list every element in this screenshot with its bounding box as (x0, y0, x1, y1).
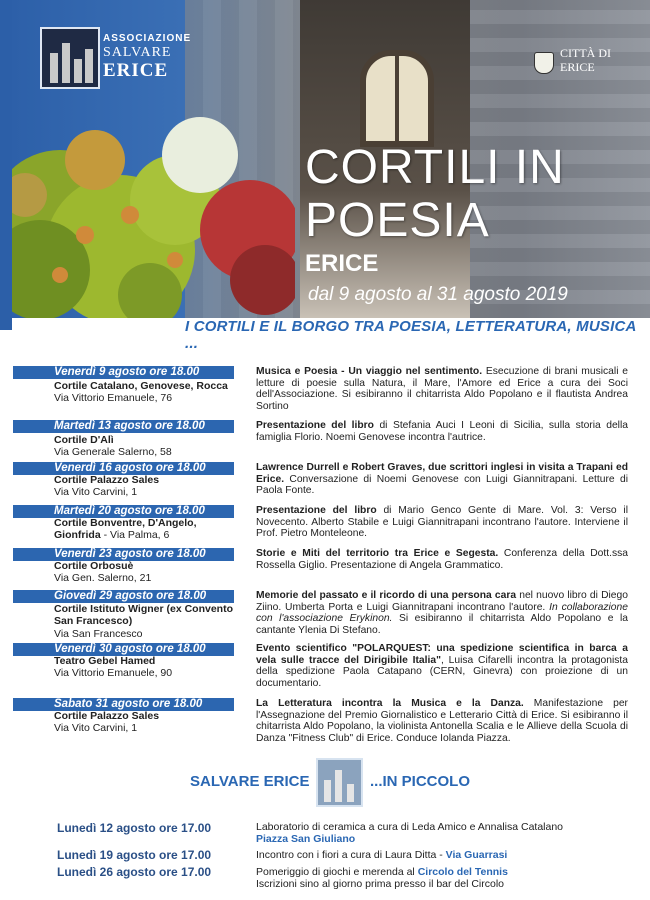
hydrangea-flowers-image (0, 100, 295, 318)
event-description (256, 590, 628, 636)
small-item-note: Iscrizioni sino al giorno prima presso il bar del Circolo (256, 878, 505, 890)
event-description-title: Musica e Poesia - Un viaggio nel sentimento. (256, 366, 483, 377)
small-item-place: Circolo del Tennis (417, 866, 508, 878)
event-address: Via Vittorio Emanuele, 76 (54, 392, 173, 404)
association-label: ASSOCIAZIONE (103, 33, 192, 44)
event-description-text: di Mario Genco Gente di Mare. Vol. 3: Verso il Novecento. Alberto Stabile e Luigi Giannitrapani incontrano l'autore. Interviene il Prof. Pietro Monteleone. (256, 505, 628, 540)
poster-dates (298, 281, 638, 311)
small-item-date: Lunedì 26 agosto ore 17.00 (57, 865, 212, 879)
small-item-desc-line (256, 849, 507, 861)
event-description (256, 420, 628, 443)
small-item-place: Piazza San Giuliano (256, 833, 356, 845)
city-label-line1: CITTÀ DI (560, 46, 611, 60)
event-place: Cortile Palazzo Sales (54, 474, 160, 486)
event-date: Venerdì 23 agosto ore 18.00 (54, 548, 206, 560)
event-date: Martedì 13 agosto ore 18.00 (54, 420, 205, 432)
event-address: Via Vittorio Emanuele, 90 (54, 667, 173, 679)
event-date: Venerdì 9 agosto ore 18.00 (54, 366, 200, 378)
small-section-title-left: SALVARE ERICE (190, 773, 310, 790)
event-description-text: di Stefania Auci I Leoni di Sicilia, sulla storia della famiglia Florio. Noemi Genovese incontra l'autrice. (256, 420, 628, 443)
event-date: Giovedì 29 agosto ore 18.00 (54, 590, 207, 602)
event-description (256, 366, 628, 412)
poster-subtitle: I CORTILI E IL BORGO TRA POESIA, LETTERATURA, MUSICA ... (185, 318, 636, 352)
event-date: Sabato 31 agosto ore 18.00 (54, 698, 203, 710)
poster-header (0, 0, 650, 318)
event-description-title: Storie e Miti del territorio tra Erice e Segesta. (256, 548, 499, 559)
event-address: Via San Francesco (54, 628, 143, 640)
poster-title-location: ERICE (305, 250, 379, 277)
arched-window (360, 50, 434, 147)
poster-dates-text: dal 9 agosto al 31 agosto 2019 (308, 284, 568, 305)
small-item-place: Via Guarrasi (445, 849, 508, 861)
small-item-desc-line (256, 866, 508, 878)
event-address: Via Generale Salerno, 58 (54, 446, 172, 458)
association-name-line2: SALVARE (103, 45, 172, 60)
event-description-tail: Si esibiranno il chitarrista Aldo Popolano e la cantante Ylenia Di Stefano. (256, 613, 628, 636)
event-address: Via Vito Carvini, 1 (54, 486, 138, 498)
event-description (256, 505, 628, 540)
left-blue-strip (0, 0, 12, 330)
event-description-title: La Letteratura incontra la Musica e la Danza. (256, 698, 524, 709)
event-description-text: nel nuovo libro di Diego Ziino. Umberta Porta e Luigi Giannitrapani incontrano l'autore. (256, 590, 628, 613)
event-address: - Via Palma, 6 (103, 529, 170, 541)
event-place: Cortile Orbosuè (54, 560, 134, 572)
event-description-note: In collaborazione con l'associazione Erykinon. (256, 601, 628, 625)
event-date: Martedì 20 agosto ore 18.00 (54, 505, 205, 517)
event-place: Teatro Gebel Hamed (54, 655, 156, 667)
event-description-text: Conferenza della Dott.ssa Rossella Giglio. Presentazione di Angela Grammatico. (256, 548, 628, 571)
event-description-title: Presentazione del libro (256, 505, 377, 516)
event-place: Cortile Catalano, Genovese, Rocca (54, 380, 228, 392)
event-description-text: , Luisa Cifarelli incontra la protagonista della spedizione Paola Catapano (CERN, Ginevra) con proiezione di un documentario. (256, 654, 628, 689)
small-item-date: Lunedì 19 agosto ore 17.00 (57, 848, 212, 862)
event-place: Cortile Istituto Wigner (ex Convento San Francesco) (54, 603, 233, 627)
small-item-desc: Incontro con i fiori a cura di Laura Ditta - (256, 849, 446, 861)
small-item-desc: Laboratorio di ceramica a cura di Leda Amico e Annalisa Catalano (256, 821, 564, 833)
salvare-erice-mini-logo-icon (316, 758, 363, 807)
event-description-title: Lawrence Durrell e Robert Graves, due scrittori inglesi in visita a Trapani ed Erice. (256, 462, 628, 485)
event-place (54, 517, 244, 541)
event-description-text: Esecuzione di brani musicali e letture di poesie sulla Natura, il Mare, l'Amore ed Erice a cura dei Soci dell'Associazione. Si esibiranno il chitarrista Aldo Popolano e il flautista Andrea Sortino (256, 366, 628, 412)
small-item-date: Lunedì 12 agosto ore 17.00 (57, 821, 212, 835)
city-label-line2: ERICE (560, 60, 595, 74)
event-place: Cortile Palazzo Sales (54, 710, 160, 722)
event-description-text: Manifestazione per l'Assegnazione del Premio Giornalistico e Letterario Città di Erice. Si esibiranno il chitarrista Aldo Popolano, la violinista Antonella Scalia e le Allieve della Scuola di Danza "Fitness Club" di Erice. Conduce Iolanda Piazza. (256, 698, 628, 744)
event-description-title: Memorie del passato e il ricordo di una persona cara (256, 590, 517, 601)
event-description-title: Presentazione del libro (256, 420, 374, 431)
event-date: Venerdì 30 agosto ore 18.00 (54, 643, 206, 655)
event-place-name: Cortile Bonventre, D'Angelo, Gionfrida (54, 517, 197, 541)
small-section-title-right: ...IN PICCOLO (370, 773, 471, 790)
event-description (256, 643, 628, 689)
city-crest-icon (534, 52, 554, 74)
association-logo-icon (40, 27, 100, 89)
event-address: Via Gen. Salerno, 21 (54, 572, 152, 584)
association-name-line3: ERICE (103, 60, 169, 81)
poster-title-line2: POESIA (305, 194, 490, 247)
poster-title-line1: CORTILI IN (305, 141, 565, 194)
event-date: Venerdì 16 agosto ore 18.00 (54, 462, 206, 474)
event-description (256, 698, 628, 744)
small-item-desc: Pomeriggio di giochi e merenda al (256, 866, 418, 878)
event-address: Via Vito Carvini, 1 (54, 722, 138, 734)
event-place: Cortile D'Alì (54, 434, 114, 446)
event-description-title: Evento scientifico "POLARQUEST: una spedizione scientifica in barca a vela sulle tracce del Dirigibile Italia" (256, 643, 628, 666)
event-description (256, 548, 628, 571)
event-description-text: Conversazione di Noemi Genovese con Luigi Giannitrapani. Letture di Paola Fonte. (256, 473, 628, 497)
event-description (256, 462, 628, 497)
